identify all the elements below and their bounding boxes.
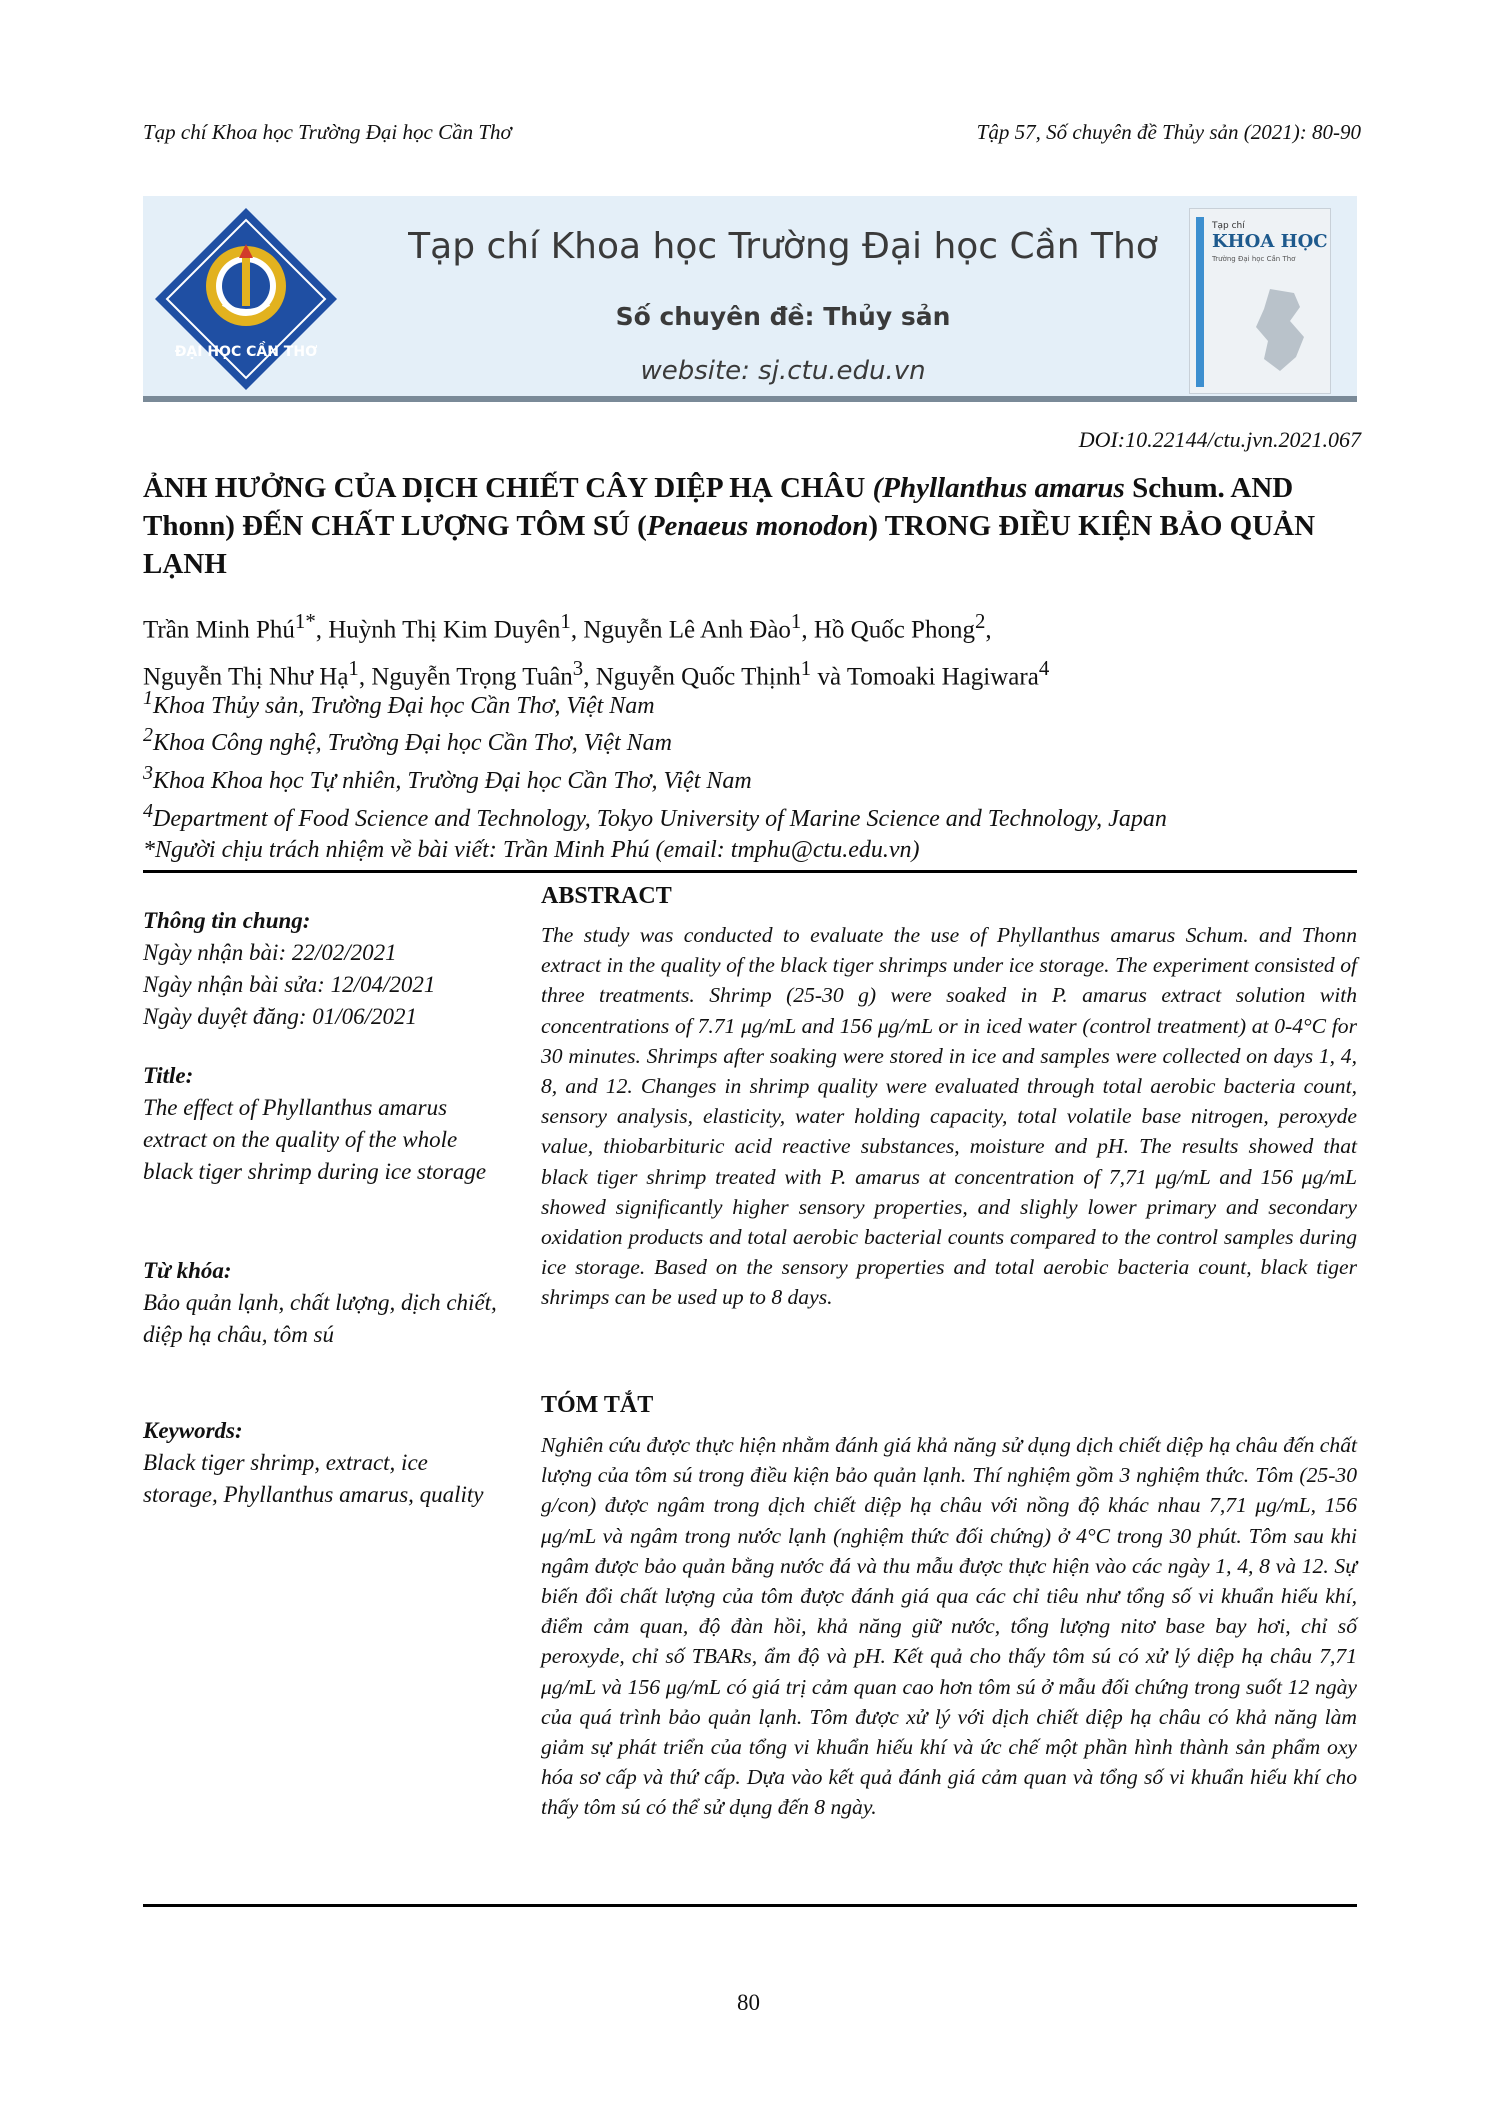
article-title <box>143 469 1357 583</box>
cover-title: KHOA HỌC <box>1212 231 1328 252</box>
affiliation-number: 1 <box>143 687 153 709</box>
author-separator: , <box>985 616 992 644</box>
author-separator: , <box>358 663 372 691</box>
author-name: Nguyễn Lê Anh Đào <box>583 616 791 644</box>
author-separator: và <box>811 663 847 691</box>
abstract-heading: ABSTRACT <box>541 883 672 909</box>
author-affiliation-mark: 4 <box>1038 656 1050 681</box>
author-separator: , <box>583 663 596 691</box>
cover-stripe <box>1196 217 1204 387</box>
section-rule-top <box>143 870 1357 873</box>
revised-date: Ngày nhận bài sửa: 12/04/2021 <box>143 972 436 997</box>
tomtat-heading: TÓM TẮT <box>541 1392 654 1418</box>
running-head-volume: Tập 57, Số chuyên đề Thủy sản (2021): 80-90 <box>976 120 1361 144</box>
university-logo <box>153 206 339 392</box>
affiliation-4 <box>143 800 1357 833</box>
journal-cover-thumbnail <box>1189 208 1331 394</box>
affiliation-text: Khoa Khoa học Tự nhiên, Trường Đại học Cần Thơ, Việt Nam <box>153 768 752 794</box>
logo-text: ĐẠI HỌC CẦN THƠ <box>174 344 318 360</box>
accepted-date: Ngày duyệt đăng: 01/06/2021 <box>143 1004 418 1029</box>
author-name: Nguyễn Thị Như Hạ <box>143 663 349 691</box>
affiliation-2 <box>143 724 1357 757</box>
author-affiliation-mark: 1* <box>294 609 316 633</box>
received-date: Ngày nhận bài: 22/02/2021 <box>143 940 397 965</box>
author-separator: , <box>315 616 329 644</box>
author-name: Huỳnh Thị Kim Duyên <box>328 616 561 644</box>
author-name: Trần Minh Phú <box>143 616 295 644</box>
keywords-block <box>143 1415 503 1511</box>
cover-label: Tạp chí <box>1212 221 1245 231</box>
article-info <box>143 905 503 1033</box>
affiliation-1 <box>143 687 1357 720</box>
title-part: ẢNH HƯỞNG CỦA DỊCH CHIẾT CÂY DIỆP HẠ CHÂU <box>143 472 873 504</box>
title-italic-part: (Phyllanthus amarus <box>872 472 1125 504</box>
author-affiliation-mark: 1 <box>800 656 812 681</box>
author-name: Nguyễn Trọng Tuân <box>371 663 573 691</box>
journal-banner <box>143 196 1357 402</box>
info-heading: Thông tin chung: <box>143 908 311 933</box>
affiliation-3 <box>143 762 1357 795</box>
abstract-text: The study was conducted to evaluate the use of Phyllanthus amarus Schum. and Thonn extract in the quality of the black tiger shrimps under ice storage. The experiment consisted of three treatments. Shrimp (25-30 g) were soaked in P. amarus extract solution with concentrations of 7.71 μg/mL and 156 μg/mL or in iced water (control treatment) at 0-4°C for 30 minutes. Shrimps after soaking were stored in ice and samples were collected on days 1, 4, 8, and 12. Changes in shrimp quality were evaluated through total aerobic bacteria count, sensory analysis, elasticity, water holding capacity, total volatile base nitrogen, peroxyde value, thiobarbituric acid reactive substances, moisture and pH. The results showed that black tiger shrimp treated with P. amarus at concentration of 7,71 μg/mL and 156 μg/mL showed significantly higher sensory properties, and slighly lower primary and secondary oxidation products and total aerobic bacterial counts compared to the control samples during ice storage. Based on the sensory properties and total aerobic bacteria count, black tiger shrimps can be used up to 8 days. <box>541 923 1357 1310</box>
cover-subtitle: Trường Đại học Cần Thơ <box>1212 255 1296 263</box>
english-title-block <box>143 1060 503 1188</box>
tukhoa-text: Bảo quản lạnh, chất lượng, dịch chiết, diệp hạ châu, tôm sú <box>143 1290 497 1347</box>
author-name: Hồ Quốc Phong <box>813 616 975 644</box>
author-list <box>143 602 1357 697</box>
keywords-text: Black tiger shrimp, extract, ice storage, Phyllanthus amarus, quality <box>143 1450 484 1507</box>
banner-bottom-border <box>143 396 1357 402</box>
tukhoa-heading: Từ khóa: <box>143 1258 232 1283</box>
affiliation-text: Department of Food Science and Technology, Tokyo University of Marine Science and Technology, Japan <box>153 806 1167 832</box>
keywords-heading: Keywords: <box>143 1418 243 1443</box>
doi: DOI:10.22144/ctu.jvn.2021.067 <box>1078 427 1361 452</box>
title-part: ) TRONG ĐIỀU KIỆN BẢO QUẢN LẠNH <box>143 510 1316 580</box>
vietnamese-keywords-block <box>143 1255 503 1351</box>
banner-website: website: sj.ctu.edu.vn <box>640 356 926 386</box>
section-rule-bottom <box>143 1904 1357 1907</box>
tomtat-text: Nghiên cứu được thực hiện nhằm đánh giá khả năng sử dụng dịch chiết diệp hạ châu đến chất lượng của tôm sú trong điều kiện bảo quản lạnh. Thí nghiệm gồm 3 nghiệm thức. Tôm (25-30 g/con) được ngâm trong dịch chiết diệp hạ châu với nồng độ khác nhau 7,71 μg/mL, 156 μg/mL và ngâm trong nước lạnh (nghiệm thức đối chứng) ở 4°C trong 30 phút. Tôm sau khi ngâm được bảo quản bằng nước đá và thu mẫu được thực hiện vào các ngày 1, 4, 8 và 12. Sự biến đổi chất lượng của tôm được đánh giá qua các chỉ tiêu như tổng số vi khuẩn hiếu khí, điểm cảm quan, độ đàn hồi, khả năng giữ nước, tổng lượng nitơ base bay hơi, chỉ số peroxyde, chỉ số TBARs, ẩm độ và pH. Kết quả cho thấy tôm sú có xử lý diệp hạ châu 7,71 μg/mL và 156 μg/mL có giá trị cảm quan cao hơn tôm sú ở mẫu đối chứng trong suốt 12 ngày của quá trình bảo quản lạnh. Tôm được xử lý với dịch chiết diệp hạ châu có khả năng làm giảm sự phát triển của tổng vi khuẩn hiếu khí và ức chế một phần hình thành sản phẩm oxy hóa sơ cấp và thứ cấp. Dựa vào kết quả đánh giá cảm quan và tổng số vi khuẩn hiếu khí cho thấy tôm sú có thể sử dụng đến 8 ngày. <box>541 1433 1357 1820</box>
author-affiliation-mark: 1 <box>560 609 571 633</box>
author-affiliation-mark: 2 <box>974 609 986 633</box>
cover-map-icon <box>1250 287 1312 373</box>
page-number: 80 <box>737 1990 760 2015</box>
banner-subtitle: Số chuyên đề: Thủy sản <box>615 302 951 331</box>
title-part: Schum. AND Thonn) ĐẾN CHẤT LƯỢNG TÔM SÚ ( <box>143 472 1294 542</box>
affiliation-number: 2 <box>143 724 153 746</box>
running-head-journal: Tạp chí Khoa học Trường Đại học Cần Thơ <box>143 120 512 144</box>
author-separator: , <box>801 616 814 644</box>
title-italic-species: Penaeus monodon <box>646 510 869 542</box>
english-title: The effect of Phyllanthus amarus extract on the quality of the whole black tiger shrimp during ice storage <box>143 1095 487 1184</box>
author-separator: , <box>570 616 584 644</box>
affiliation-number: 3 <box>143 762 153 784</box>
author-name: Nguyễn Quốc Thịnh <box>595 663 801 691</box>
affiliation-number: 4 <box>143 800 153 822</box>
affiliation-text: Khoa Thủy sản, Trường Đại học Cần Thơ, Việt Nam <box>153 693 655 719</box>
title-heading: Title: <box>143 1063 194 1088</box>
author-affiliation-mark: 1 <box>348 656 359 681</box>
affiliation-text: Khoa Công nghệ, Trường Đại học Cần Thơ, Việt Nam <box>153 730 672 756</box>
author-affiliation-mark: 3 <box>572 656 584 681</box>
corresponding-author: *Người chịu trách nhiệm về bài viết: Trần Minh Phú (email: tmphu@ctu.edu.vn) <box>143 837 920 863</box>
banner-title: Tạp chí Khoa học Trường Đại học Cần Thơ <box>408 226 1158 267</box>
author-name: Tomoaki Hagiwara <box>846 663 1039 691</box>
author-affiliation-mark: 1 <box>790 609 802 633</box>
